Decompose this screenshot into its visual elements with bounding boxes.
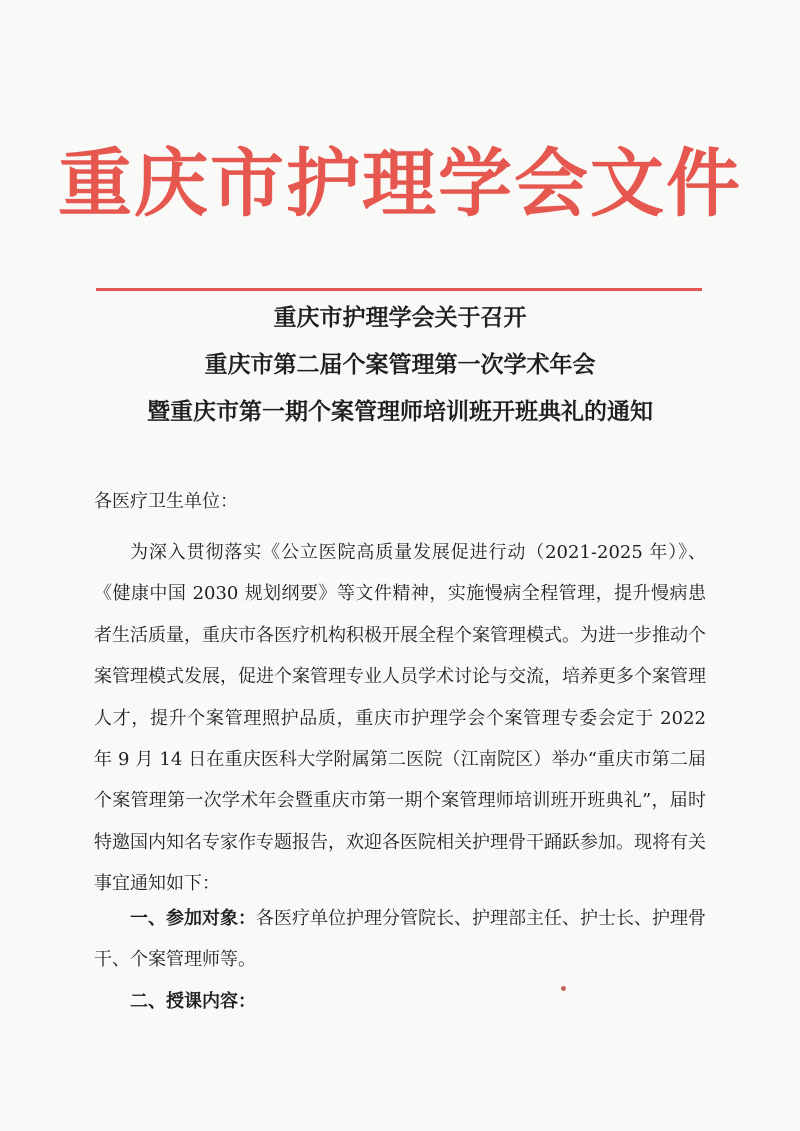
item-course-content (94, 981, 706, 1022)
item-participants (94, 898, 706, 981)
item-course-content-heading: 二、授课内容： (130, 991, 256, 1012)
notice-title-line-1: 重庆市护理学会关于召开 (273, 304, 527, 331)
notice-title-line-3: 暨重庆市第一期个案管理师培训班开班典礼的通知 (147, 398, 653, 425)
masthead-rule (96, 288, 702, 291)
scan-speck (561, 986, 566, 991)
body-paragraph: 为深入贯彻落实《公立医院高质量发展促进行动（2021-2025 年）》、《健康中国 2030 规划纲要》等文件精神，实施慢病全程管理，提升慢病患者生活质量，重庆市各医疗机构积极开展全程个案管理模式。为进一步推动个案管理模式发展，促进个案管理专业人员学术讨论与交流，培养更多个案管理人才，提升个案管理照护品质，重庆市护理学会个案管理专委会定于 2022 年 9 月 14 日在重庆医科大学附属第二医院（江南院区）举办“重庆市第二届个案管理第一次学术年会暨重庆市第一期个案管理师培训班开班典礼”，届时特邀国内知名专家作专题报告，欢迎各医院相关护理骨干踊跃参加。现将有关事宜通知如下： (94, 542, 706, 895)
item-participants-heading: 一、参加对象： (130, 908, 256, 929)
item-participants-text: 各医疗单位护理分管院长、护理部主任、护士长、护理骨干、个案管理师等。 (94, 908, 706, 971)
masthead-title: 重庆市护理学会文件 (58, 141, 742, 227)
salutation: 各医疗卫生单位： (94, 491, 238, 512)
notice-title-line-2: 重庆市第二届个案管理第一次学术年会 (204, 351, 596, 378)
